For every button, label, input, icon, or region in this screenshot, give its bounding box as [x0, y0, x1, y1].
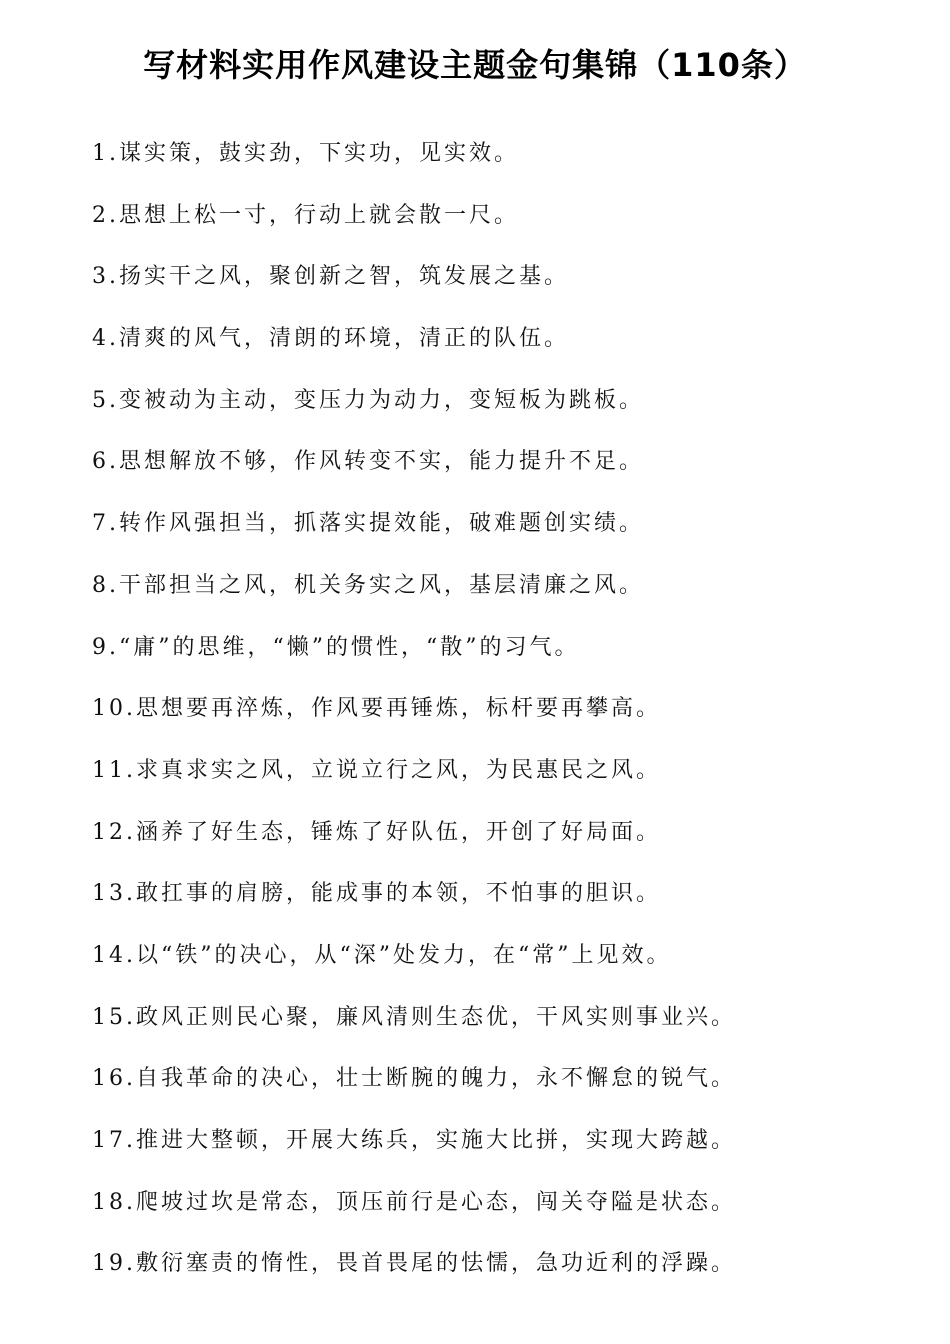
quote-item: 5.变被动为主动，变压力为动力，变短板为跳板。	[92, 387, 644, 413]
quote-item: 18.爬坡过坎是常态，顶压前行是心态，闯关夺隘是状态。	[92, 1189, 736, 1215]
document-title: 写材料实用作风建设主题金句集锦（110条）	[143, 46, 807, 84]
quote-item: 9.“庸”的思维，“懒”的惯性，“散”的习气。	[92, 634, 580, 660]
quote-item: 19.敷衍塞责的惰性，畏首畏尾的怯懦，急功近利的浮躁。	[92, 1251, 736, 1277]
quote-item: 11.求真求实之风，立说立行之风，为民惠民之风。	[92, 757, 661, 783]
quote-item: 15.政风正则民心聚，廉风清则生态优，干风实则事业兴。	[92, 1004, 736, 1030]
quote-item: 10.思想要再淬炼，作风要再锤炼，标杆要再攀高。	[92, 696, 661, 722]
quote-item: 12.涵养了好生态，锤炼了好队伍，开创了好局面。	[92, 819, 661, 845]
quote-item: 16.自我革命的决心，壮士断腕的魄力，永不懈怠的锐气。	[92, 1066, 736, 1092]
quote-item: 17.推进大整顿，开展大练兵，实施大比拼，实现大跨越。	[92, 1128, 736, 1153]
quote-item: 6.思想解放不够，作风转变不实，能力提升不足。	[92, 449, 644, 475]
quote-item: 14.以“铁”的决心，从“深”处发力，在“常”上见效。	[92, 942, 672, 968]
quote-list	[92, 132, 912, 1304]
quote-item: 7.转作风强担当，抓落实提效能，破难题创实绩。	[92, 511, 644, 537]
quote-item: 13.敢扛事的肩膀，能成事的本领，不怕事的胆识。	[92, 881, 661, 907]
quote-item: 2.思想上松一寸，行动上就会散一尺。	[92, 202, 519, 228]
quote-item: 8.干部担当之风，机关务实之风，基层清廉之风。	[92, 572, 644, 598]
quote-item: 1.谋实策，鼓实劲，下实功，见实效。	[92, 141, 519, 166]
quote-item: 4.清爽的风气，清朗的环境，清正的队伍。	[92, 326, 569, 352]
quote-item: 3.扬实干之风，聚创新之智，筑发展之基。	[92, 264, 569, 290]
